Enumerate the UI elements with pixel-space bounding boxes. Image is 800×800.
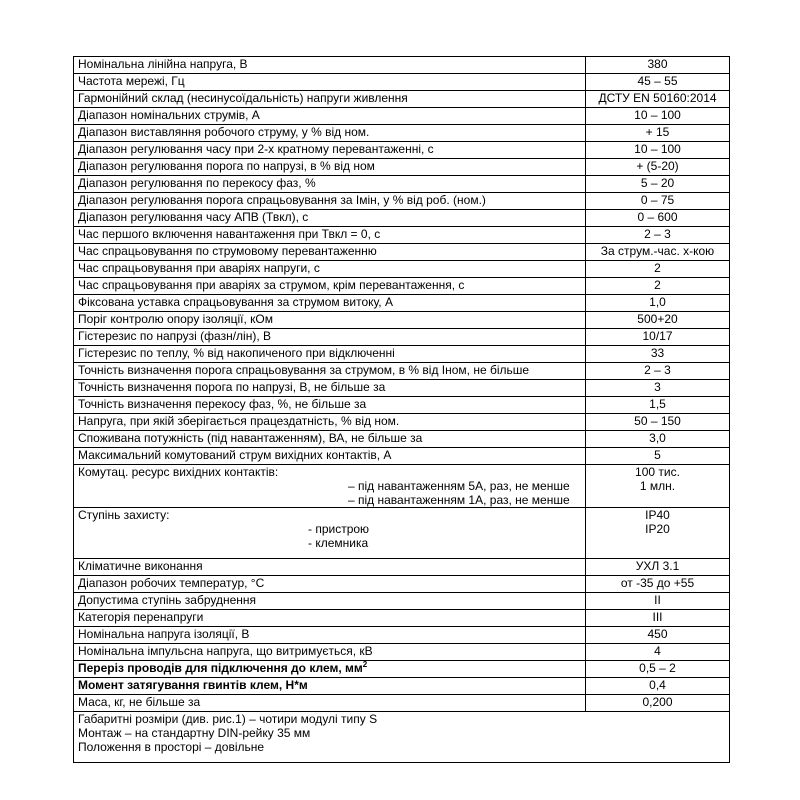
row-value: 380 [586, 57, 730, 74]
row-label [74, 508, 586, 559]
table-row [74, 295, 730, 312]
row-value: 0,5 – 2 [586, 661, 730, 678]
protection-label: Ступінь захисту: [78, 508, 170, 522]
row-value: 10 – 100 [586, 108, 730, 125]
row-value: 45 – 55 [586, 74, 730, 91]
table-row-wire [74, 661, 730, 678]
row-label: Напруга, при якій зберігається працездатність, % від ном. [74, 414, 586, 431]
wire-label: Переріз проводів для підключення до клем, мм [78, 661, 363, 675]
row-value: + (5-20) [586, 159, 730, 176]
row-label: Максимальний комутований струм вихідних контактів, А [74, 448, 586, 465]
table-row [74, 142, 730, 159]
commutation-value2: 1 млн. [639, 479, 676, 493]
row-value [586, 508, 730, 559]
row-value: 33 [586, 346, 730, 363]
row-value: от -35 до +55 [586, 576, 730, 593]
row-label: Діапазон регулювання часу при 2-х кратному перевантаженні, с [74, 142, 586, 159]
row-value: 10/17 [586, 329, 730, 346]
row-label: Діапазон регулювання порога по напрузі, в % від ном [74, 159, 586, 176]
row-value: 2 [586, 278, 730, 295]
footer-line-dimensions: Габаритні розміри (див. рис.1) – чотири модулі типу S [78, 712, 378, 726]
row-value: 50 – 150 [586, 414, 730, 431]
table-row [74, 278, 730, 295]
protection-value2: IP20 [645, 522, 670, 536]
row-label: Номінальна імпульсна напруга, що витримується, кВ [74, 644, 586, 661]
row-label [74, 661, 586, 678]
table-row [74, 108, 730, 125]
row-label: Діапазон регулювання часу АПВ (Твкл), с [74, 210, 586, 227]
table-row [74, 414, 730, 431]
table-row-protection [74, 508, 730, 559]
row-label: Момент затягування гвинтів клем, Н*м [74, 678, 586, 695]
row-label: Діапазон номінальних струмів, А [74, 108, 586, 125]
row-value: 3 [586, 380, 730, 397]
row-label: Час спрацьовування по струмовому перевантаженню [74, 244, 586, 261]
row-value: 1,5 [586, 397, 730, 414]
row-value: 0,200 [586, 695, 730, 712]
protection-sub2: - клемника [308, 536, 369, 550]
row-label: Допустима ступінь забруднення [74, 593, 586, 610]
table-row [74, 74, 730, 91]
row-label: Точність визначення перекосу фаз, %, не більше за [74, 397, 586, 414]
spec-table-body-contacts [74, 465, 730, 559]
table-row [74, 329, 730, 346]
table-row [74, 244, 730, 261]
row-label: Категорія перенапруги [74, 610, 586, 627]
table-row [74, 125, 730, 142]
row-value: УХЛ 3.1 [586, 559, 730, 576]
table-row [74, 261, 730, 278]
row-value: III [586, 610, 730, 627]
commutation-value1: 100 тис. [635, 465, 680, 479]
row-value [586, 465, 730, 508]
table-row [74, 176, 730, 193]
protection-value1: IP40 [645, 508, 670, 522]
row-label: Гармонійний склад (несинусоїдальність) напруги живлення [74, 91, 586, 108]
row-value: 2 [586, 261, 730, 278]
row-value: 2 – 3 [586, 227, 730, 244]
row-value: 2 – 3 [586, 363, 730, 380]
row-value: ДСТУ EN 50160:2014 [586, 91, 730, 108]
row-value: 4 [586, 644, 730, 661]
table-row-mass [74, 695, 730, 712]
row-label: Кліматичне виконання [74, 559, 586, 576]
table-row [74, 91, 730, 108]
row-label: Точність визначення порога по напрузі, В, не більше за [74, 380, 586, 397]
spec-table [73, 56, 730, 763]
wire-label-sup: 2 [362, 660, 368, 669]
table-row [74, 227, 730, 244]
spec-table-body-mechanical [74, 661, 730, 763]
table-row [74, 627, 730, 644]
table-row-commutation [74, 465, 730, 508]
spec-table-body-main [74, 57, 730, 465]
footer-cell [74, 712, 730, 763]
row-label: Діапазон робочих температур, °С [74, 576, 586, 593]
table-row [74, 448, 730, 465]
table-row [74, 193, 730, 210]
row-value: 0 – 75 [586, 193, 730, 210]
row-label: Маса, кг, не більше за [74, 695, 586, 712]
commutation-sub1: – під навантаженням 5А, раз, не менше [348, 479, 570, 493]
row-label: Діапазон регулювання порога спрацьовування за Імін, у % від роб. (ном.) [74, 193, 586, 210]
table-row [74, 57, 730, 74]
table-row [74, 363, 730, 380]
row-label: Гістерезис по напрузі (фазн/лін), В [74, 329, 586, 346]
row-value: 5 – 20 [586, 176, 730, 193]
row-value: + 15 [586, 125, 730, 142]
row-value: 0,4 [586, 678, 730, 695]
row-label: Номінальна лінійна напруга, В [74, 57, 586, 74]
table-row [74, 644, 730, 661]
table-row [74, 159, 730, 176]
table-row [74, 610, 730, 627]
row-value: 3,0 [586, 431, 730, 448]
row-label: Споживана потужність (під навантаженням), ВА, не більше за [74, 431, 586, 448]
row-label: Точність визначення порога спрацьовування за струмом, в % від Іном, не більше [74, 363, 586, 380]
row-value: 450 [586, 627, 730, 644]
table-row [74, 346, 730, 363]
row-value: 5 [586, 448, 730, 465]
table-row [74, 312, 730, 329]
commutation-sub2: – під навантаженням 1А, раз, не менше [348, 493, 570, 507]
row-value: 0 – 600 [586, 210, 730, 227]
spec-table-body-env [74, 559, 730, 661]
commutation-label: Комутац. ресурс вихідних контактів: [78, 465, 279, 479]
row-label: Час спрацьовування при аваріях напруги, с [74, 261, 586, 278]
table-row [74, 593, 730, 610]
row-value: 10 – 100 [586, 142, 730, 159]
row-label [74, 465, 586, 508]
table-row [74, 576, 730, 593]
footer-line-position: Положення в просторі – довільне [78, 740, 265, 754]
row-label: Номінальна напруга ізоляції, В [74, 627, 586, 644]
table-row [74, 559, 730, 576]
row-label: Поріг контролю опору ізоляції, кОм [74, 312, 586, 329]
table-row-footer [74, 712, 730, 763]
table-row [74, 380, 730, 397]
table-row [74, 431, 730, 448]
row-label: Діапазон регулювання по перекосу фаз, % [74, 176, 586, 193]
row-value: II [586, 593, 730, 610]
row-label: Час спрацьовування при аваріях за струмом, крім перевантаження, с [74, 278, 586, 295]
footer-line-mounting: Монтаж – на стандартну DIN-рейку 35 мм [78, 726, 311, 740]
row-value: 500+20 [586, 312, 730, 329]
row-label: Гістерезис по теплу, % від накопиченого при відключенні [74, 346, 586, 363]
table-row-torque [74, 678, 730, 695]
table-row [74, 397, 730, 414]
row-label: Фіксована уставка спрацьовування за струмом витоку, А [74, 295, 586, 312]
row-value: За струм.-час. х-кою [586, 244, 730, 261]
table-row [74, 210, 730, 227]
protection-sub1: - пристрою [308, 522, 370, 536]
row-label: Частота мережі, Гц [74, 74, 586, 91]
row-value: 1,0 [586, 295, 730, 312]
row-label: Час першого включення навантаження при Твкл = 0, с [74, 227, 586, 244]
row-label: Діапазон виставляння робочого струму, у % від ном. [74, 125, 586, 142]
